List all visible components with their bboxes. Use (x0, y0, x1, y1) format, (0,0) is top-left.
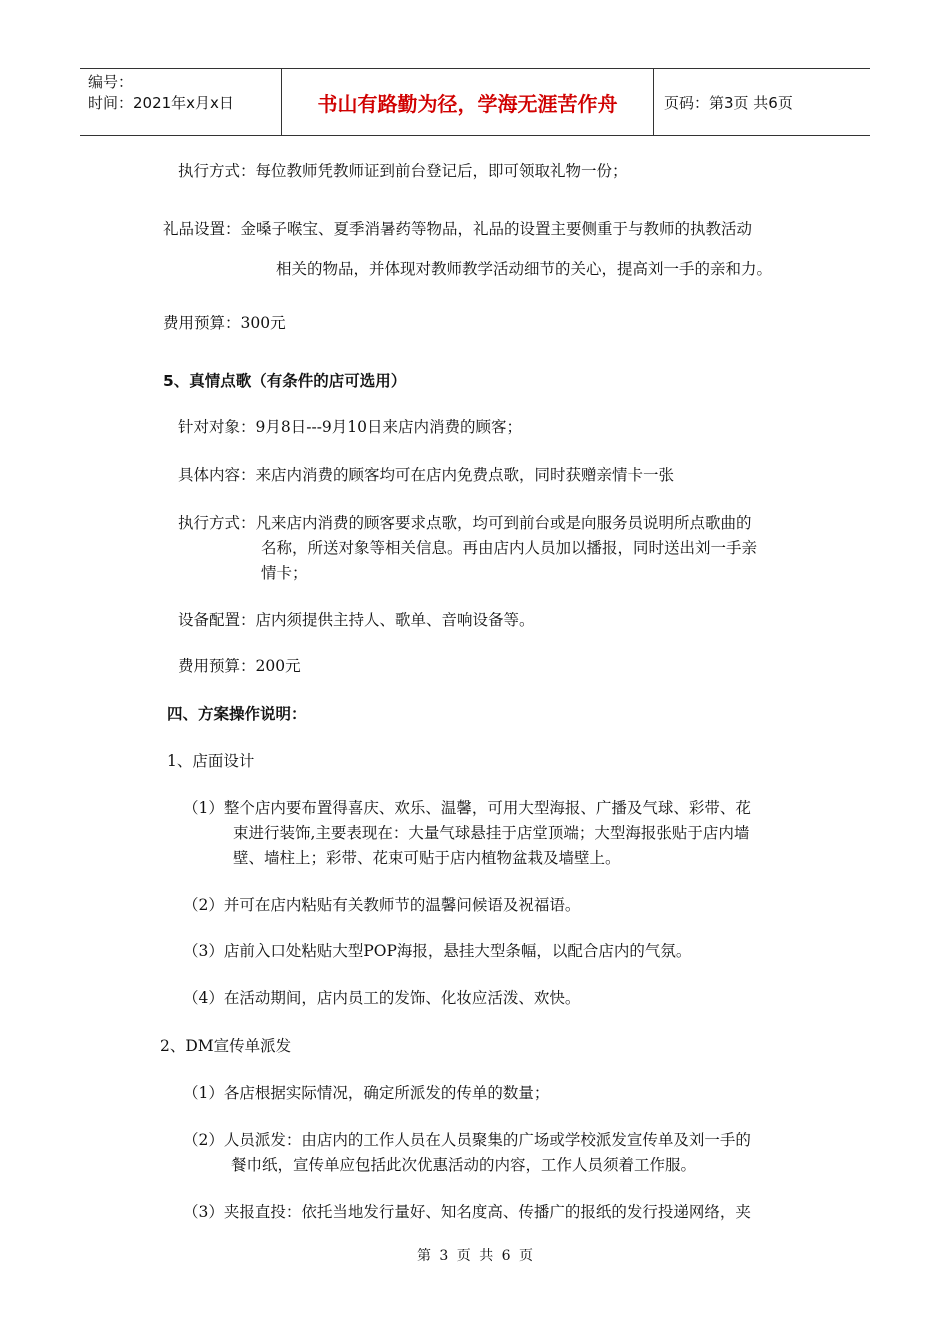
paragraph-line: 束进行装饰,主要表现在：大量气球悬挂于店堂顶端；大型海报张贴于店内墙 (233, 824, 750, 842)
section-heading: 5、真情点歌（有条件的店可选用） (163, 372, 407, 390)
paragraph-line: （1）整个店内要布置得喜庆、欢乐、温馨，可用大型海报、广播及气球、彩带、花 (183, 799, 751, 817)
paragraph-line: （2）并可在店内粘贴有关教师节的温馨问候语及祝福语。 (183, 896, 581, 914)
paragraph-line: 设备配置：店内须提供主持人、歌单、音响设备等。 (178, 611, 535, 629)
paragraph-line: （3）店前入口处粘贴大型POP海报，悬挂大型条幅，以配合店内的气氛。 (183, 942, 692, 960)
paragraph-line: 情卡； (261, 564, 308, 582)
paragraph-line: 餐巾纸，宣传单应包括此次优惠活动的内容，工作人员须着工作服。 (231, 1156, 697, 1174)
section-heading: 四、方案操作说明： (167, 705, 307, 723)
paragraph-line: 名称，所送对象等相关信息。再由店内人员加以播报，同时送出刘一手亲 (261, 539, 758, 557)
paragraph-line: （2）人员派发：由店内的工作人员在人员聚集的广场或学校派发宣传单及刘一手的 (183, 1131, 751, 1149)
paragraph-line: 针对对象：9月8日---9月10日来店内消费的顾客； (178, 418, 523, 436)
paragraph-line: （4）在活动期间，店内员工的发饰、化妆应活泼、欢快。 (183, 989, 581, 1007)
header-meta (80, 69, 282, 135)
header-motto: 书山有路勤为径，学海无涯苦作舟 (282, 69, 654, 135)
paragraph-line: 壁、墙柱上；彩带、花束可贴于店内植物盆栽及墙壁上。 (233, 849, 621, 867)
page-footer: 第 3 页 共 6 页 (416, 1248, 534, 1264)
document-date: 时间：2021年x月x日 (88, 94, 234, 112)
paragraph-line: 具体内容：来店内消费的顾客均可在店内免费点歌，同时获赠亲情卡一张 (178, 466, 675, 484)
paragraph-line: 相关的物品，并体现对教师教学活动细节的关心，提高刘一手的亲和力。 (276, 260, 773, 278)
paragraph-line: （3）夹报直投：依托当地发行量好、知名度高、传播广的报纸的发行投递网络，夹 (183, 1203, 751, 1221)
paragraph-line: （1）各店根据实际情况，确定所派发的传单的数量； (183, 1084, 550, 1102)
header-page-info: 页码：第3页 共6页 (664, 93, 793, 112)
paragraph-line: 费用预算：200元 (178, 657, 301, 675)
document-number-label: 编号： (88, 73, 134, 91)
paragraph-line: 费用预算：300元 (163, 314, 286, 332)
paragraph-line: 执行方式：每位教师凭教师证到前台登记后，即可领取礼物一份； (178, 162, 628, 180)
subsection-heading: 1、店面设计 (167, 752, 255, 770)
page-header (80, 68, 870, 136)
subsection-heading: 2、DM宣传单派发 (160, 1037, 292, 1055)
paragraph-line: 执行方式：凡来店内消费的顾客要求点歌，均可到前台或是向服务员说明所点歌曲的 (178, 514, 752, 532)
paragraph-line: 礼品设置：金嗓子喉宝、夏季消暑药等物品，礼品的设置主要侧重于与教师的执教活动 (163, 220, 753, 238)
